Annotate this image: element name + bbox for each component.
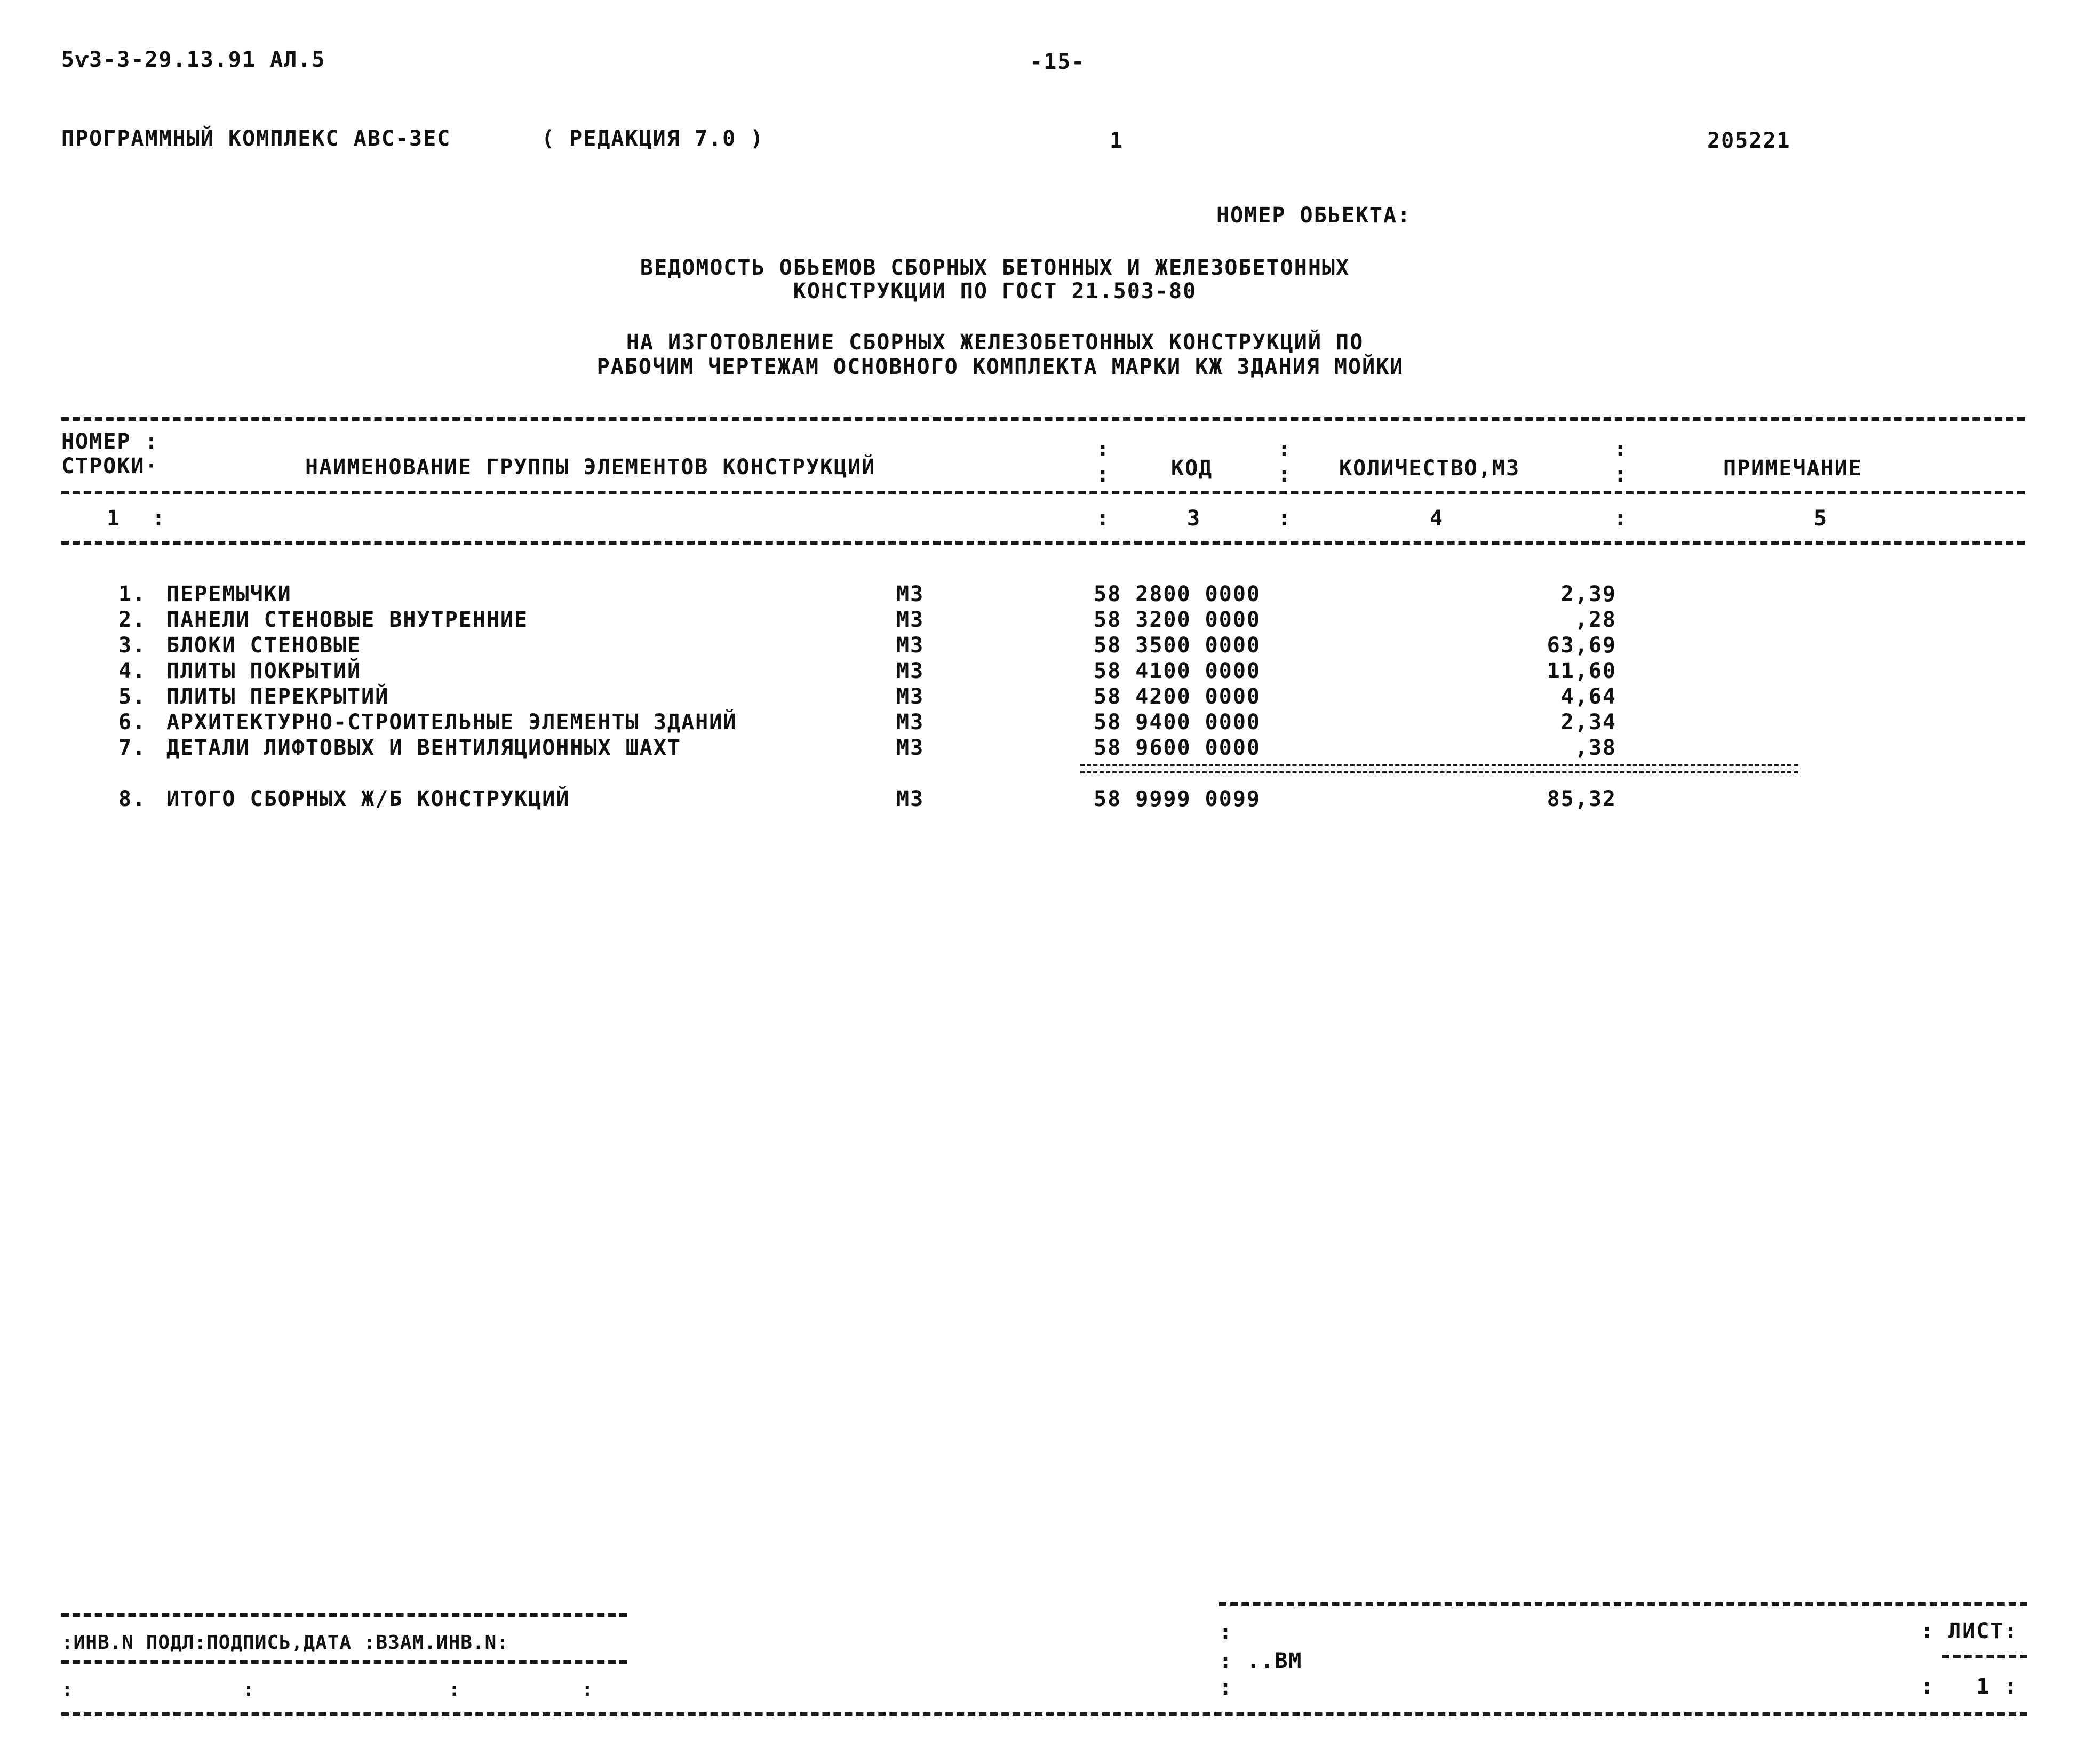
footer-middle-separator: : [1219,1620,1233,1645]
header-code: КОД [1171,456,1213,481]
col-separator: : [1278,506,1292,531]
title-line-4: РАБОЧИМ ЧЕРТЕЖАМ ОСНОВНОГО КОМПЛЕКТА МАРКИ КЖ ЗДАНИЯ МОЙКИ [596,355,1404,379]
row-number: 7. [118,736,147,760]
total-number: 8. [118,787,147,811]
footer-middle-text: : ..ВМ [1219,1649,1303,1673]
row-name: ПАНЕЛИ СТЕНОВЫЕ ВНУТРЕННИЕ [166,608,529,632]
header-note: ПРИМЕЧАНИЕ [1723,456,1862,481]
program-name: ПРОГРАММНЫЙ КОМПЛЕКС АВС-ЗЕС [61,126,451,151]
row-number: 6. [118,710,147,735]
table-top-rule [61,417,2025,421]
object-number-label: НОМЕР ОБЬЕКТА: [1216,203,1412,228]
row-unit: М3 [896,710,925,735]
row-quantity: 4,64 [1560,684,1616,709]
total-quantity: 85,32 [1547,787,1616,811]
title-line-1: ВЕДОМОСТЬ ОБЬЕМОВ СБОРНЫХ БЕТОННЫХ И ЖЕЛЕЗОБЕТОННЫХ [640,256,1350,280]
row-code: 58 4100 0000 [1094,659,1261,683]
row-name: БЛОКИ СТЕНОВЫЕ [166,633,362,658]
row-name: ПЛИТЫ ПОКРЫТИЙ [166,659,362,683]
row-code: 58 3200 0000 [1094,608,1261,632]
row-quantity: 2,39 [1560,582,1616,606]
total-double-rule [1080,764,1798,773]
col-separator: : [1096,506,1111,531]
header-number-line2: СТРОКИ· [61,454,159,478]
row-number: 1. [118,582,147,606]
row-unit: М3 [896,736,925,760]
row-code: 58 9600 0000 [1094,736,1261,760]
row-unit: М3 [896,582,925,606]
col-separator: : [1614,506,1628,531]
title-line-2: КОНСТРУКЦИИ ПО ГОСТ 21.503-80 [793,279,1197,304]
row-quantity: 63,69 [1547,633,1616,658]
row-code: 58 2800 0000 [1094,582,1261,606]
total-code: 58 9999 0099 [1094,787,1261,811]
row-number: 2. [118,608,147,632]
total-name: ИТОГО СБОРНЫХ Ж/Б КОНСТРУКЦИЙ [166,787,570,811]
footer-right-top-rule [1219,1602,2027,1606]
row-name: АРХИТЕКТУРНО-СТРОИТЕЛЬНЫЕ ЭЛЕМЕНТЫ ЗДАНИЙ [166,710,737,735]
footer-left-header: :ИНВ.N ПОДЛ:ПОДПИСЬ,ДАТА :ВЗАМ.ИНВ.N: [61,1632,509,1654]
row-quantity: ,28 [1574,608,1616,632]
col-number-3: 3 [1187,506,1201,531]
col-number-1: 1 [107,506,121,531]
footer-middle-separator: : [1219,1675,1233,1700]
footer-bottom-rule [61,1712,2027,1716]
row-quantity: 2,34 [1560,710,1616,735]
col-separator: : [152,506,166,531]
sheet-number: : 1 : [1921,1674,2018,1699]
header-separator: : : [1096,437,1111,487]
row-name: ДЕТАЛИ ЛИФТОВЫХ И ВЕНТИЛЯЦИОННЫХ ШАХТ [166,736,682,760]
row-unit: М3 [896,633,925,658]
header-bottom-rule [61,491,2025,494]
column-numbers-bottom-rule [61,541,2025,545]
header-separator: : : [1614,437,1628,487]
page-number: -15- [1030,50,1086,74]
row-number: 4. [118,659,147,683]
row-quantity: 11,60 [1547,659,1616,683]
row-code: 58 4200 0000 [1094,684,1261,709]
row-unit: М3 [896,684,925,709]
row-code: 58 9400 0000 [1094,710,1261,735]
code-number: 205221 [1707,129,1791,153]
total-unit: М3 [896,787,925,811]
row-unit: М3 [896,659,925,683]
row-number: 3. [118,633,147,658]
row-name: ПЛИТЫ ПЕРЕКРЫТИЙ [166,684,389,709]
header-separator: : : [1278,437,1292,487]
col-number-5: 5 [1814,506,1828,531]
col-number-4: 4 [1430,506,1444,531]
document-code: 5ѵ3-3-29.13.91 АЛ.5 [61,47,326,72]
program-edition: ( РЕДАКЦИЯ 7.0 ) [541,126,764,151]
footer-left-top-rule [61,1613,627,1617]
title-line-3: НА ИЗГОТОВЛЕНИЕ СБОРНЫХ ЖЕЛЕЗОБЕТОННЫХ КОНСТРУКЦИЙ ПО [626,330,1364,355]
sheet-index: 1 [1110,129,1124,153]
row-number: 5. [118,684,147,709]
sheet-label: : ЛИСТ: [1921,1619,2018,1643]
row-name: ПЕРЕМЫЧКИ [166,582,292,606]
footer-left-cells: : : : : [61,1679,594,1701]
header-quantity: КОЛИЧЕСТВО,М3 [1339,456,1520,481]
row-unit: М3 [896,608,925,632]
sheet-cell-rule [1942,1655,2027,1658]
footer-left-mid-rule [61,1660,627,1664]
header-name: НАИМЕНОВАНИЕ ГРУППЫ ЭЛЕМЕНТОВ КОНСТРУКЦИЙ [305,455,876,480]
row-code: 58 3500 0000 [1094,633,1261,658]
header-number-line1: НОМЕР : [61,429,159,454]
row-quantity: ,38 [1574,736,1616,760]
